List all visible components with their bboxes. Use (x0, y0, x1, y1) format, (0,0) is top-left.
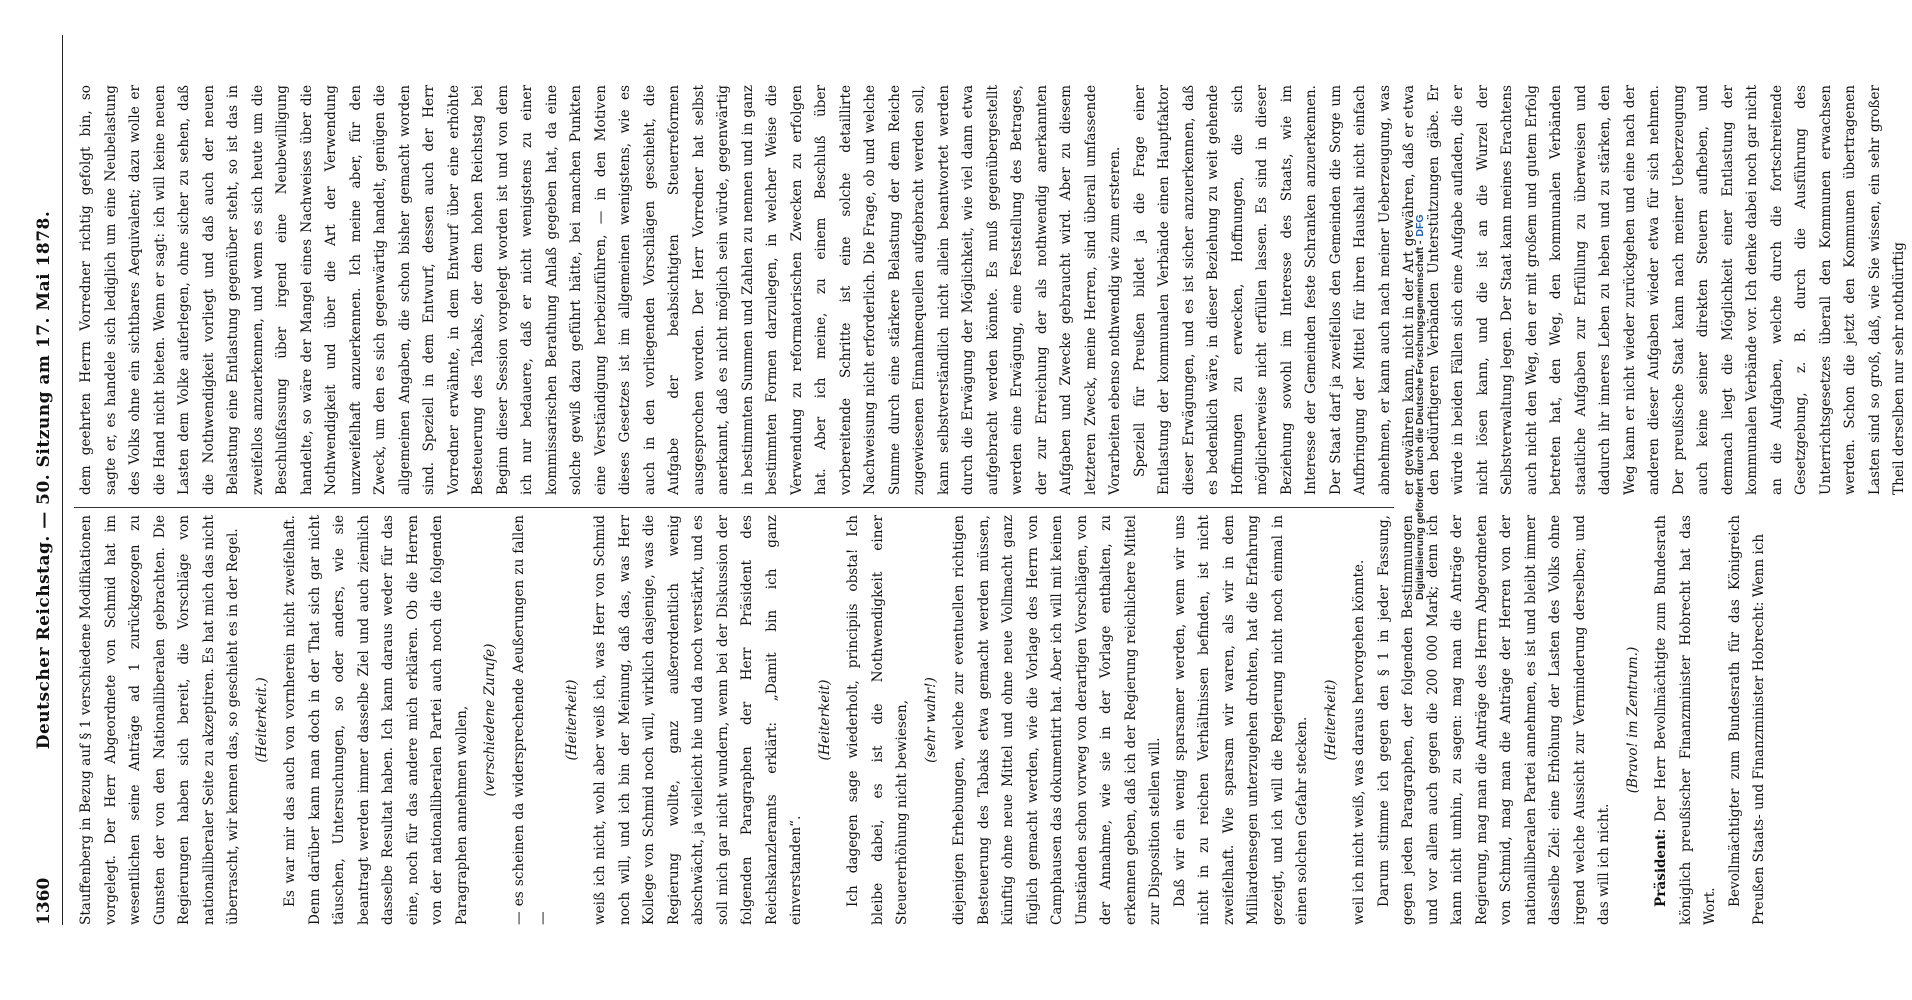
paragraph (1723, 515, 1772, 925)
paragraph (947, 515, 1168, 925)
paragraph-text: dem geehrten Herrn Vorredner richtig gefolgt bin, so sagte er, es handele sich lediglich um eine Neubelastung des Volks ohne ein sichtbares Aequivalent; dazu wolle er die Hand nicht bieten. Wenn er sagt: ich will keine neuen Lasten dem Volke auferlegen, ohne sicher zu sehen, daß die Nothwendigkeit vorliegt und daß auch der neuen Belastung eine Entlastung gegenüber steht, so ist das in zweifellos anzuerkennen, und wenn es sich heute um die Beschlußfassung über irgend eine Neubewilligung handelte, so wäre der Mangel eines Nachweises über die Nothwendigkeit und über die Art der Verwendung unzweifelhaft anzuerkennen. Ich meine aber, für den Zweck, um den es sich gegenwärtig handelt, genügen die allgemeinen Angaben, die schon bisher gemacht worden sind. Speziell in dem Entwurf, dessen auch der Herr Vorredner erwähnte, in dem Entwurf über eine erhöhte Besteuerung des Tabaks, der dem hohen Reichstag bei Beginn dieser Session vorgelegt worden ist und von dem ich nur bedauere, daß er nicht wenigstens zu einer kommissarischen Berathung Anlaß gegeben hat, da eine solche gewiß dazu geführt hätte, bei manchen Punkten eine Verständigung herbeizuführen, — in den Motiven dieses Gesetzes ist im allgemeinen wenigstens, wie es auch in den vorliegenden Vorschlägen geschieht, die Aufgabe der beabsichtigten Steuerreformen ausgesprochen worden. Der Herr Vorredner hat selbst anerkannt, daß es nicht möglich sein würde, gegenwärtig in bestimmten Summen und Zahlen zu nennen und in ganz bestimmten Formen darzulegen, in welcher Weise die Verwendung zu reformatorischen Zwecken zu erfolgen hat. Aber ich meine, zu einem Beschluß über vorbereitende Schritte ist eine solche detaillirte Nachweisung nicht erforderlich. Die Frage, ob und welche Summe durch eine stärkere Belastung der dem Reiche zugewiesenen Einnahmequellen aufgebracht werden soll, kann selbstverständlich nicht allein beantwortet werden durch die Erwägung der Möglichkeit, wie viel dann etwa aufgebracht werden könnte. Es muß gegenübergestellt werden eine Erwägung, eine Feststellung des Betrages, der zur Erreichung der als nothwendig anerkannten Aufgaben und Zwecke gebraucht wird. Aber zu diesem letzteren Zweck, meine Herren, sind überall umfassende Vorarbeiten ebenso nothwendig wie zum ersteren. (78, 85, 1123, 495)
paragraph-text: (Heiterkeit.) (253, 677, 270, 763)
interjection (1319, 515, 1344, 925)
digitization-credit-text: Digitalisierung gefördert durch die Deutsche Forschungsgemeinschaft - (1414, 240, 1426, 600)
dfg-logo: DFG (1414, 214, 1426, 237)
column-divider (74, 507, 1394, 508)
page-header (26, 35, 63, 925)
paragraph (841, 515, 915, 925)
interjection (1621, 515, 1646, 925)
paragraph-text: Bevollmächtigter zum Bundesrath für das Königreich Preußen Staats- und Finanzminister Hobrecht: Wenn ich (1726, 515, 1767, 925)
paragraph-text: weiß ich nicht, wohl aber weiß ich, was Herr von Schmid noch will, und ich bin der Meinung, daß das, was Herr Kollege von Schmid noch will, wirklich dasjenige, was die Regierung wollte, ganz außerordentlich wenig abschwächt, ja vielleicht hie und da noch verstärkt, und es soll mich gar nicht wundern, wenn bei der Diskussion der folgenden Paragraphen der Herr Präsident des Reichskanzleramts erklärt: „Damit bin ich ganz einverstanden“. (592, 515, 804, 925)
paragraph-text: — es scheinen da widersprechende Aeußerungen zu fallen — (510, 515, 551, 925)
interjection (250, 515, 275, 925)
paragraph-text: Speziell für Preußen bildet ja die Frage einer Entlastung der kommunalen Verbände einen Hauptfaktor dieser Erwägungen, und es ist sicher anzuerkennen, daß es bedenklich wäre, in dieser Beziehung zu weit gehende Hoffnungen zu erwecken, Hoffnungen, die sich möglicherweise nicht erfüllen lassen. Es sind in dieser Beziehung sowohl im Interesse des Staats, wie im Interesse der Gemeinden feste Schranken anzuerkennen. Der Staat darf ja zweifellos den Gemeinden die Sorge um Aufbringung der Mittel für ihren Haushalt nicht einfach abnehmen, er kann auch nach meiner Ueberzeugung, was er gewähren kann, nicht in der Art gewähren, daß er etwa den bedürftigeren Verbänden Unterstützungen gäbe. Er würde in beiden Fällen sich eine Aufgabe aufladen, die er nicht lösen kann, und die ist an die Wurzel der Selbstverwaltung legen. Der Staat kann meines Erachtens auch nicht den Weg, den er mit großem und gutem Erfolg betreten hat, den Weg, den kommunalen Verbänden staatliche Aufgaben zur Erfüllung zu überweisen und dadurch ihr inneres Leben zu heben und zu stärken, den Weg kann er nicht wieder zurückgehen und eine nach der anderen dieser Aufgaben wieder etwa für sich nehmen. Der preußische Staat kann nach meiner Ueberzeugung auch keine seiner direkten Steuern aufheben, und demnach liegt die Möglichkeit einer Entlastung der kommunalen Verbände vor. Ich denke dabei noch gar nicht an die Aufgaben, welche durch die fortschreitende Gesetzgebung, z. B. durch die Ausführung des Unterrichtsgesetzes überall den Kommunen erwachsen werden. Schon die jetzt den Kommunen übertragenen Lasten sind so groß, daß, wie Sie wissen, ein sehr großer Theil derselben nur sehr nothdürftig (1131, 85, 1907, 495)
paragraph-text: (sehr wahr!) (922, 677, 939, 763)
paragraph (74, 85, 1128, 495)
paragraph (1372, 515, 1617, 925)
digitization-credit (1414, 214, 1426, 600)
paragraph-text: Darum stimme ich gegen den § 1 in jeder Fassung, gegen jeden Paragraphen, der folgenden Bestimmungen und vor allem auch gegen die 200 000 Mark; denn ich kann nicht umhin, zu sagen: mag man die Anträge der Regierung, mag man die Anträge des Herrn Abgeordneten von Schmid, mag man die Anträge der Herren von der nationalliberalen Partei annehmen, es ist und bleibt immer dasselbe Ziel: eine Erhöhung der Lasten des Volks ohne irgend welche Aussicht zur Verminderung derselben; und das will ich nicht. (1375, 515, 1612, 925)
paragraph-text: (verschiedene Zurufe) (482, 643, 498, 797)
paragraph-text: (Bravo! im Zentrum.) (1624, 646, 1641, 794)
paragraph (74, 515, 246, 925)
interjection (813, 515, 838, 925)
paragraph (278, 515, 474, 925)
paragraph (1168, 515, 1315, 925)
speaker-label: Präsident: (1653, 828, 1669, 907)
interjection (560, 515, 585, 925)
header-title: Deutscher Reichstag. — 50. Sitzung am 17. Mai 1878. (34, 210, 54, 750)
paragraph-text: Stauffenberg in Bezug auf § 1 verschiedene Modifikationen vorgelegt. Der Herr Abgeordnete von Schmid hat im wesentlichen seine Anträge ad 1 zurückgezogen zu Gunsten der von den Nationalliberalen gebrachten. Die Regierungen haben sich bereit, die Vorschläge von nationalliberaler Seite zu akzeptiren. Es hat mich das nicht überrascht, wir kennen das, so geschieht es in der Regel. (78, 515, 241, 925)
interjection (919, 515, 944, 925)
paragraph-text: (Heiterkeit) (816, 679, 833, 761)
paragraph-text: Es war mir das auch von vornherein nicht zweifelhaft. Denn darüber kann man doch in der That sich gar nicht täuschen, Untersuchungen, so oder anders, wie sie beantragt werden immer dasselbe Ziel und auch ziemlich dasselbe Resultat haben. Ich kann daraus weder für das eine, noch für das andere mich erklären. Ob die Herren von der nationalliberalen Partei auch noch die folgenden Paragraphen annehmen wollen, (282, 515, 470, 925)
paragraph-text: weil ich nicht weiß, was daraus hervorgehen könnte. (1351, 559, 1367, 925)
page-number: 1360 (34, 877, 54, 925)
paragraph (1128, 85, 1912, 495)
paragraph-text: (Heiterkeit) (1322, 679, 1339, 761)
paragraph (507, 515, 556, 925)
paragraph-text: Ich dagegen sage wiederholt, principiis obsta! Ich bleibe dabei, es ist die Nothwendigkeit einer Steuererhöhung nicht bewiesen, (845, 515, 910, 925)
paragraph-text: (Heiterkeit) (563, 679, 580, 761)
paragraph-text: Daß wir ein wenig sparsamer werden, wenn wir uns nicht in zu reichen Verhältnissen befinden, ist nicht zweifelhaft. Wie sparsam wir waren, als wir in dem Milliardensegen unterzugehen drohten, hat die Erfahrung gezeigt, und ich will die Regierung nicht noch einmal in einen solchen Gefahr stecken. (1171, 515, 1310, 925)
paragraph (1347, 515, 1372, 925)
paragraph (1649, 515, 1723, 925)
paragraph-text: Der Herr Bevollmächtigte zum Bundesrath königlich preußischer Finanzminister Hobrecht hat das Wort. (1653, 515, 1718, 925)
paragraph-text: diejenigen Erhebungen, welche zur eventuellen richtigen Besteuerung des Tabaks etwa gemacht werden müssen, künftig ohne neue Mittel und ohne neue Vollmacht ganz füglich gemacht werden, wie die Vorlage des Herrn von Camphausen das dokumentirt hat. Aber ich will mit keinen Umständen schon vorweg von derartigen Vorschlägen, von der Annahme, wie sie in der Vorlage enthalten, zu erkennen geben, daß ich der Regierung reichlichere Mittel zur Disposition stellen will. (951, 515, 1163, 925)
text-column-left (74, 515, 1767, 925)
interjection (478, 515, 503, 925)
paragraph (588, 515, 809, 925)
